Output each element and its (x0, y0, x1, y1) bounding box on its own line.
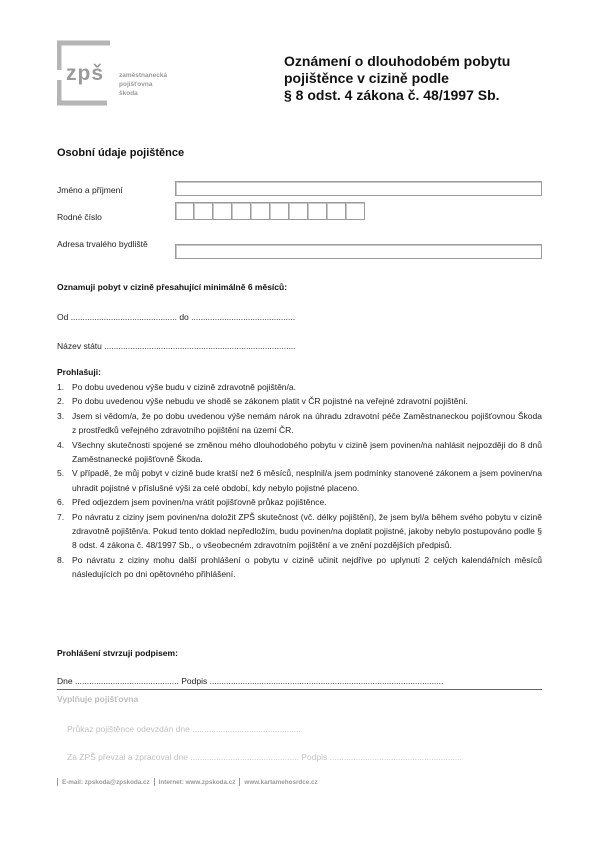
declaration-item: 2. Po dobu uvedenou výše nebudu ve shodě se zákonem platit v ČR pojistné na veřejné zdravotní pojištění. (57, 396, 468, 407)
declaration-item: 6. Před odjezdem jsem povinen/na vrátit pojišťovně průkaz pojištěnce. (57, 497, 327, 508)
footer-email[interactable]: E-mail: zpskoda@zpskoda.cz (62, 778, 150, 786)
birth-number-digit[interactable] (346, 202, 365, 220)
name-label: Jméno a příjmení (57, 185, 123, 195)
declaration-item: 1. Po dobu uvedenou výše budu v cizině zdravotně pojištěn/a. (57, 382, 296, 392)
stay-heading: Oznamuji pobyt v cizině přesahující minimálně 6 měsíců: (57, 282, 288, 292)
footer-web[interactable]: www.kartamehosrdce.cz (244, 778, 318, 786)
footer-contacts (57, 778, 318, 786)
footer-separator (239, 778, 240, 786)
personal-data-heading: Osobní údaje pojištěnce (57, 147, 185, 159)
logo-subtitle: zaměstnanecká pojišťovna škoda (119, 72, 168, 97)
stay-period-line[interactable]: Od ............................................. do ............................................ (57, 312, 296, 322)
declaration-item: 5. V případě, že můj pobyt v cizině bude kratší než 6 měsíců, nesplnil/a jsem podmínky stanovené zákonem a jsem povinen/na uhradit pojistné v příslušné výši za celé období, kdy nebylo pojistné placeno. (57, 468, 542, 493)
signature-heading: Prohlášení stvrzuji podpisem: (57, 648, 178, 658)
name-field[interactable] (175, 181, 542, 196)
birth-number-digit[interactable] (251, 202, 270, 220)
declaration-item: 7. Po návratu z ciziny jsem povinen/na doložit ZPŠ skutečnost (vč. délky pojištění), že jsem byl/a během svého pobytu v cizině zdravotně pojištěn/a. Pokud tento doklad nepředložím, budu povinen/na doplatit pojistné, jakoby nebylo postupováno podle § 8 odst. 4 zákona č. 48/1997 Sb., o všeobecném zdravotním pojištění a ve znění pozdějších předpisů. (57, 511, 542, 551)
address-field[interactable] (175, 244, 542, 259)
birth-number-digit[interactable] (232, 202, 251, 220)
birth-number-digit[interactable] (327, 202, 346, 220)
birth-number-field[interactable] (175, 202, 365, 220)
insurer-logo (57, 40, 210, 106)
processed-by-line[interactable]: Za ZPŠ převzal a zpracoval dne .............................................. Podpis ........................................................ (67, 752, 462, 762)
footer-internet[interactable]: Internet: www.zpskoda.cz (158, 778, 236, 786)
country-line[interactable]: Název státu ................................................................................. (57, 341, 296, 351)
card-returned-line[interactable]: Průkaz pojištěnce odevzdán dne .............................................. (67, 724, 301, 734)
birth-number-digit[interactable] (308, 202, 327, 220)
birth-number-label: Rodné číslo (57, 212, 102, 222)
logo-wordmark: zpš (66, 62, 105, 85)
section-divider (57, 689, 542, 690)
birth-number-digit[interactable] (270, 202, 289, 220)
birth-number-digit[interactable] (289, 202, 308, 220)
document-title: Oznámení o dlouhodobém pobytu pojištěnce v cizině podle § 8 odst. 4 zákona č. 48/1997 Sb. (284, 53, 511, 103)
footer-separator (57, 778, 58, 786)
declaration-item: 3. Jsem si vědom/a, že po dobu uvedenou výše nemám nárok na úhradu zdravotní péče Zaměstnaneckou pojišťovnou Škoda z prostředků veřejného zdravotního pojištění na území ČR. (57, 410, 542, 436)
footer-separator (154, 778, 155, 786)
declaration-item: 8. Po návratu z ciziny mohu další prohlášení o pobytu v cizině učinit nejdříve po uplynutí 2 celých kalendářních měsíců následujících po dni opětovného přihlášení. (57, 554, 542, 580)
office-use-heading: Vyplňuje pojišťovna (57, 694, 139, 704)
birth-number-digit[interactable] (194, 202, 213, 220)
declarations-list (57, 380, 542, 582)
declarations-heading: Prohlašuji: (57, 367, 101, 377)
declaration-item: 4. Všechny skutečnosti spojené se změnou mého dlouhodobého pobytu v cizině jsem povinen/na nahlásit nejpozději do 8 dnů Zaměstnanecké pojišťovně Škoda. (57, 439, 542, 465)
birth-number-digit[interactable] (175, 202, 194, 220)
birth-number-digit[interactable] (213, 202, 232, 220)
address-label: Adresa trvalého bydliště (57, 239, 148, 249)
signature-line[interactable]: Dne ............................................ Podpis ................................................................................................... (57, 676, 444, 686)
